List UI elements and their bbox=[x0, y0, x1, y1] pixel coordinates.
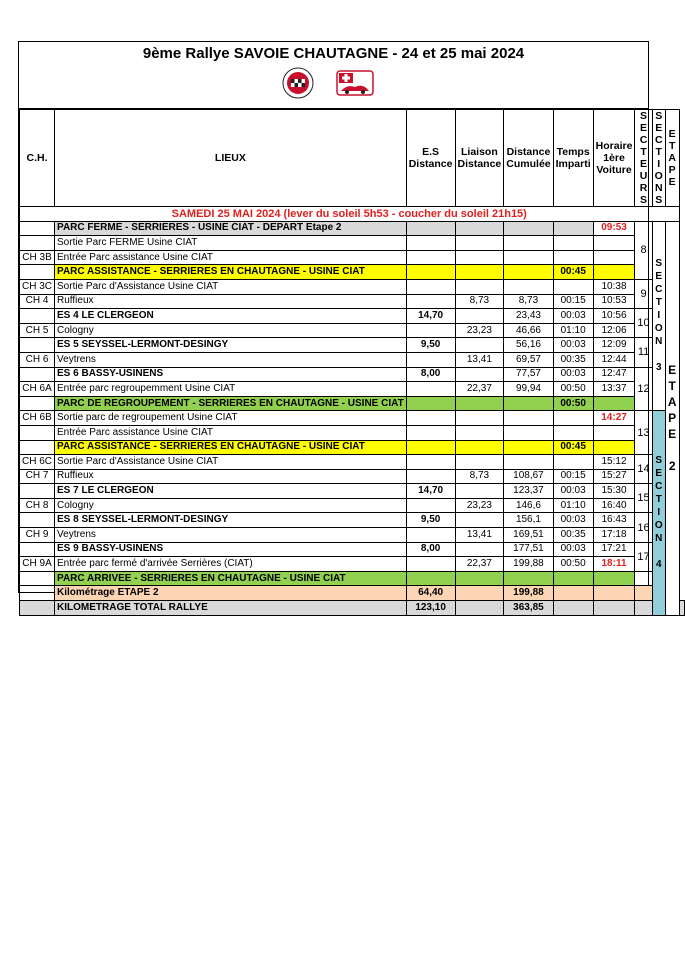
vertical-letter: C bbox=[655, 481, 663, 493]
table-row bbox=[20, 323, 685, 338]
liaison-cell bbox=[455, 221, 504, 236]
ch-cell bbox=[20, 396, 55, 411]
liaison-cell: 13,41 bbox=[455, 352, 504, 367]
ch-cell: CH 3C bbox=[20, 279, 55, 294]
liaison-cell: 8,73 bbox=[455, 469, 504, 484]
cumul-cell: 123,37 bbox=[504, 484, 553, 499]
es-distance-cell bbox=[406, 352, 455, 367]
rallye-total-es: 123,10 bbox=[406, 601, 455, 616]
ch-cell: CH 3B bbox=[20, 250, 55, 265]
horaire-cell: 15:30 bbox=[593, 484, 635, 499]
vertical-letter: O bbox=[654, 323, 663, 335]
liaison-cell: 8,73 bbox=[455, 294, 504, 309]
date-row bbox=[20, 207, 685, 222]
table-row bbox=[20, 294, 685, 309]
date-line: SAMEDI 25 MAI 2024 (lever du soleil 5h53 - coucher du soleil 21h15) bbox=[20, 207, 680, 222]
es-distance-cell bbox=[406, 221, 455, 236]
vertical-letter: 4 bbox=[655, 559, 662, 571]
lieu-cell: Cologny bbox=[55, 498, 407, 513]
table-row bbox=[20, 484, 685, 499]
lieu-cell: PARC FERME - SERRIERES - USINE CIAT - DEPART Etape 2 bbox=[55, 221, 407, 236]
es-distance-cell bbox=[406, 396, 455, 411]
temps-cell bbox=[553, 571, 593, 586]
vertical-letter: P bbox=[668, 411, 677, 426]
es-distance-cell bbox=[406, 411, 455, 426]
vertical-letter: E bbox=[640, 122, 648, 134]
horaire-cell bbox=[593, 425, 635, 440]
horaire-cell: 14:27 bbox=[593, 411, 635, 426]
liaison-cell bbox=[455, 440, 504, 455]
ch-cell bbox=[20, 571, 55, 586]
horaire-cell: 12:09 bbox=[593, 338, 635, 353]
horaire-cell bbox=[593, 571, 635, 586]
horaire-cell bbox=[593, 250, 635, 265]
es-distance-cell bbox=[406, 440, 455, 455]
empty-cell bbox=[455, 601, 504, 616]
vertical-letter: T bbox=[668, 140, 676, 152]
horaire-cell: 12:47 bbox=[593, 367, 635, 382]
ch-cell bbox=[20, 513, 55, 528]
liaison-cell bbox=[455, 250, 504, 265]
cumul-cell: 199,88 bbox=[504, 557, 553, 572]
etape-total-cumul: 199,88 bbox=[504, 586, 553, 601]
rallye-total-label: KILOMETRAGE TOTAL RALLYE bbox=[55, 601, 407, 616]
lieu-cell: Ruffieux bbox=[55, 469, 407, 484]
vertical-letter: I bbox=[657, 158, 661, 170]
horaire-cell bbox=[593, 396, 635, 411]
liaison-cell bbox=[455, 396, 504, 411]
es-distance-cell bbox=[406, 279, 455, 294]
cumul-cell bbox=[504, 425, 553, 440]
vertical-letter: 3 bbox=[655, 362, 662, 374]
liaison-cell bbox=[455, 309, 504, 324]
ch-cell: CH 6A bbox=[20, 382, 55, 397]
cumul-cell bbox=[504, 279, 553, 294]
cumul-cell bbox=[504, 221, 553, 236]
lieu-cell: ES 8 SEYSSEL-LERMONT-DESINGY bbox=[55, 513, 407, 528]
lieu-cell: ES 5 SEYSSEL-LERMONT-DESINGY bbox=[55, 338, 407, 353]
ch-cell bbox=[20, 367, 55, 382]
ch-cell bbox=[20, 221, 55, 236]
es-distance-cell: 9,50 bbox=[406, 513, 455, 528]
lieu-cell: ES 9 BASSY-USINENS bbox=[55, 542, 407, 557]
table-row bbox=[20, 557, 685, 572]
es-distance-cell bbox=[406, 236, 455, 251]
horaire-cell: 10:38 bbox=[593, 279, 635, 294]
ch-cell bbox=[20, 309, 55, 324]
cumul-cell: 108,67 bbox=[504, 469, 553, 484]
table-row bbox=[20, 571, 685, 586]
etape-cell bbox=[665, 221, 679, 615]
es-distance-cell bbox=[406, 294, 455, 309]
temps-cell bbox=[553, 411, 593, 426]
cumul-cell: 146,6 bbox=[504, 498, 553, 513]
temps-cell: 01:10 bbox=[553, 498, 593, 513]
temps-cell: 01:10 bbox=[553, 323, 593, 338]
secteur-cell: 17 bbox=[635, 542, 652, 571]
cumul-cell bbox=[504, 265, 553, 280]
lieu-cell: Sortie Parc d'Assistance Usine CIAT bbox=[55, 455, 407, 470]
lieu-cell: ES 6 BASSY-USINENS bbox=[55, 367, 407, 382]
liaison-cell bbox=[455, 265, 504, 280]
vertical-letter: I bbox=[657, 310, 661, 322]
temps-cell: 00:45 bbox=[553, 440, 593, 455]
temps-cell: 00:03 bbox=[553, 338, 593, 353]
es-distance-cell bbox=[406, 250, 455, 265]
liaison-cell: 22,37 bbox=[455, 557, 504, 572]
es-distance-cell bbox=[406, 557, 455, 572]
ch-cell bbox=[20, 236, 55, 251]
es-distance-cell bbox=[406, 571, 455, 586]
horaire-cell: 15:27 bbox=[593, 469, 635, 484]
liaison-cell: 23,23 bbox=[455, 323, 504, 338]
table-row bbox=[20, 309, 685, 324]
horaire-cell: 10:53 bbox=[593, 294, 635, 309]
ch-cell bbox=[20, 484, 55, 499]
horaire-cell: 12:06 bbox=[593, 323, 635, 338]
temps-cell: 00:03 bbox=[553, 309, 593, 324]
cumul-cell: 169,51 bbox=[504, 528, 553, 543]
cumul-cell bbox=[504, 396, 553, 411]
es-distance-cell bbox=[406, 265, 455, 280]
lieu-cell: Veytrens bbox=[55, 352, 407, 367]
lieu-cell: PARC ASSISTANCE - SERRIERES EN CHAUTAGNE - USINE CIAT bbox=[55, 265, 407, 280]
secteur-cell: 9 bbox=[635, 279, 652, 308]
lieu-cell: Entrée parc fermé d'arrivée Serrières (CIAT) bbox=[55, 557, 407, 572]
temps-cell: 00:03 bbox=[553, 367, 593, 382]
header-sections bbox=[652, 110, 665, 207]
es-distance-cell bbox=[406, 498, 455, 513]
etape-total-row bbox=[20, 586, 685, 601]
es-distance-cell bbox=[406, 469, 455, 484]
liaison-cell bbox=[455, 542, 504, 557]
es-distance-cell: 14,70 bbox=[406, 309, 455, 324]
ch-cell: CH 7 bbox=[20, 469, 55, 484]
page-title: 9ème Rallye SAVOIE CHAUTAGNE - 24 et 25 mai 2024 bbox=[142, 45, 525, 62]
liaison-cell bbox=[455, 367, 504, 382]
ch-cell: CH 6B bbox=[20, 411, 55, 426]
lieu-cell: Cologny bbox=[55, 323, 407, 338]
ch-cell bbox=[20, 265, 55, 280]
lieu-cell: PARC DE REGROUPEMENT - SERRIERES EN CHAUTAGNE - USINE CIAT bbox=[55, 396, 407, 411]
ch-cell: CH 9A bbox=[20, 557, 55, 572]
cumul-cell bbox=[504, 411, 553, 426]
cumul-cell bbox=[504, 250, 553, 265]
section-cell bbox=[652, 221, 665, 411]
empty-cell bbox=[593, 601, 635, 616]
vertical-letter: S bbox=[655, 455, 663, 467]
empty-cell bbox=[635, 601, 652, 616]
header-temps: Temps Imparti bbox=[553, 110, 593, 207]
cumul-cell: 77,57 bbox=[504, 367, 553, 382]
horaire-cell: 15:12 bbox=[593, 455, 635, 470]
vertical-letter: E bbox=[655, 468, 663, 480]
table-row bbox=[20, 279, 685, 294]
table-row bbox=[20, 513, 685, 528]
liaison-cell bbox=[455, 338, 504, 353]
cumul-cell bbox=[504, 236, 553, 251]
table-row bbox=[20, 382, 685, 397]
vertical-letter: E bbox=[668, 128, 676, 140]
secteur-cell: 11 bbox=[635, 338, 652, 367]
horaire-cell bbox=[593, 440, 635, 455]
vertical-letter: T bbox=[655, 297, 662, 309]
empty-cell bbox=[455, 586, 504, 601]
secteur-cell: 14 bbox=[635, 455, 652, 484]
liaison-cell bbox=[455, 455, 504, 470]
vertical-letter: C bbox=[655, 284, 663, 296]
vertical-letter: S bbox=[655, 194, 663, 206]
lieu-cell: Sortie Parc FERME Usine CIAT bbox=[55, 236, 407, 251]
horaire-cell: 13:37 bbox=[593, 382, 635, 397]
es-distance-cell: 9,50 bbox=[406, 338, 455, 353]
ch-cell: CH 6 bbox=[20, 352, 55, 367]
table-row bbox=[20, 236, 685, 251]
header-etape bbox=[665, 110, 679, 207]
es-distance-cell bbox=[406, 425, 455, 440]
header-row bbox=[20, 110, 685, 207]
table-row bbox=[20, 338, 685, 353]
lieu-cell: Sortie Parc d'Assistance Usine CIAT bbox=[55, 279, 407, 294]
vertical-letter: R bbox=[639, 182, 648, 194]
secteur-cell: 12 bbox=[635, 367, 652, 411]
vertical-letter: T bbox=[640, 146, 647, 158]
temps-cell: 00:35 bbox=[553, 528, 593, 543]
liaison-cell bbox=[455, 279, 504, 294]
vertical-letter: 2 bbox=[668, 459, 676, 474]
temps-cell bbox=[553, 221, 593, 236]
etape-total-es: 64,40 bbox=[406, 586, 455, 601]
vertical-letter: E bbox=[668, 427, 677, 442]
cumul-cell: 23,43 bbox=[504, 309, 553, 324]
temps-cell bbox=[553, 236, 593, 251]
header-liaison: Liaison Distance bbox=[455, 110, 504, 207]
vertical-letter: N bbox=[655, 336, 663, 348]
vertical-letter: P bbox=[668, 164, 676, 176]
temps-cell: 00:50 bbox=[553, 382, 593, 397]
temps-cell: 00:03 bbox=[553, 484, 593, 499]
temps-cell bbox=[553, 250, 593, 265]
temps-cell: 00:45 bbox=[553, 265, 593, 280]
table-row bbox=[20, 250, 685, 265]
horaire-cell: 09:53 bbox=[593, 221, 635, 236]
secteur-cell: 10 bbox=[635, 309, 652, 338]
cumul-cell bbox=[504, 571, 553, 586]
horaire-cell: 12:44 bbox=[593, 352, 635, 367]
etape-total-label: Kilométrage ETAPE 2 bbox=[55, 586, 407, 601]
secteur-cell: 16 bbox=[635, 513, 652, 542]
table-row bbox=[20, 265, 685, 280]
table-row bbox=[20, 367, 685, 382]
section-cell bbox=[652, 411, 665, 615]
ch-cell: CH 8 bbox=[20, 498, 55, 513]
ch-cell: CH 5 bbox=[20, 323, 55, 338]
table-row bbox=[20, 396, 685, 411]
es-distance-cell: 14,70 bbox=[406, 484, 455, 499]
temps-cell: 00:15 bbox=[553, 294, 593, 309]
empty-cell bbox=[635, 586, 652, 601]
liaison-cell bbox=[455, 411, 504, 426]
vertical-letter: E bbox=[668, 176, 676, 188]
lieu-cell: Entrée Parc assistance Usine CIAT bbox=[55, 425, 407, 440]
secteur-cell: 13 bbox=[635, 411, 652, 455]
table-row bbox=[20, 528, 685, 543]
header-ch: C.H. bbox=[20, 110, 55, 207]
vertical-letter: I bbox=[657, 507, 661, 519]
secteur-cell: 15 bbox=[635, 484, 652, 513]
header-secteurs bbox=[635, 110, 652, 207]
lieu-cell: Sortie parc de regroupement Usine CIAT bbox=[55, 411, 407, 426]
liaison-cell bbox=[455, 484, 504, 499]
vertical-letter: C bbox=[654, 134, 663, 146]
lieu-cell: Entrée parc regroupemment Usine CIAT bbox=[55, 382, 407, 397]
vertical-letter: O bbox=[654, 520, 663, 532]
cumul-cell: 99,94 bbox=[504, 382, 553, 397]
ch-cell bbox=[20, 601, 55, 616]
vertical-letter: A bbox=[668, 152, 676, 164]
temps-cell: 00:35 bbox=[553, 352, 593, 367]
lieu-cell: ES 4 LE CLERGEON bbox=[55, 309, 407, 324]
header-es-distance: E.S Distance bbox=[406, 110, 455, 207]
empty-cell bbox=[593, 586, 635, 601]
vertical-letter: T bbox=[655, 494, 662, 506]
vertical-letter bbox=[668, 442, 677, 458]
es-distance-cell: 8,00 bbox=[406, 542, 455, 557]
ch-cell bbox=[20, 338, 55, 353]
cumul-cell: 8,73 bbox=[504, 294, 553, 309]
lieu-cell: Ruffieux bbox=[55, 294, 407, 309]
rallye-logo-icon bbox=[282, 67, 314, 99]
header-lieux: LIEUX bbox=[55, 110, 407, 207]
vertical-letter: E bbox=[668, 363, 677, 378]
table-row bbox=[20, 425, 685, 440]
vertical-letter bbox=[655, 348, 663, 361]
table-row bbox=[20, 221, 685, 236]
cumul-cell: 156,1 bbox=[504, 513, 553, 528]
ch-cell: CH 4 bbox=[20, 294, 55, 309]
cumul-cell: 69,57 bbox=[504, 352, 553, 367]
vertical-letter: E bbox=[655, 122, 663, 134]
table-row bbox=[20, 440, 685, 455]
table-row bbox=[20, 455, 685, 470]
temps-cell: 00:15 bbox=[553, 469, 593, 484]
table-row bbox=[20, 542, 685, 557]
temps-cell: 00:03 bbox=[553, 542, 593, 557]
temps-cell: 00:50 bbox=[553, 557, 593, 572]
roadbook-sheet bbox=[18, 41, 677, 613]
cumul-cell bbox=[504, 455, 553, 470]
liaison-cell: 13,41 bbox=[455, 528, 504, 543]
cumul-cell: 56,16 bbox=[504, 338, 553, 353]
ch-cell bbox=[20, 425, 55, 440]
savoie-logo-icon bbox=[335, 67, 375, 99]
vertical-letter: S bbox=[640, 194, 648, 206]
lieu-cell: Veytrens bbox=[55, 528, 407, 543]
es-distance-cell bbox=[406, 528, 455, 543]
ch-cell: CH 9 bbox=[20, 528, 55, 543]
header-cumulee: Distance Cumulée bbox=[504, 110, 553, 207]
rallye-total-row bbox=[20, 601, 685, 616]
table-row bbox=[20, 352, 685, 367]
vertical-letter: C bbox=[639, 134, 648, 146]
vertical-letter: N bbox=[654, 182, 663, 194]
vertical-letter: S bbox=[655, 258, 663, 270]
cumul-cell bbox=[504, 440, 553, 455]
liaison-cell bbox=[455, 513, 504, 528]
ch-cell bbox=[20, 586, 55, 601]
rallye-total-cumul: 363,85 bbox=[504, 601, 553, 616]
ch-cell bbox=[20, 440, 55, 455]
cumul-cell: 177,51 bbox=[504, 542, 553, 557]
table-row bbox=[20, 411, 685, 426]
es-distance-cell bbox=[406, 455, 455, 470]
ch-cell bbox=[20, 542, 55, 557]
temps-cell bbox=[553, 455, 593, 470]
vertical-letter: E bbox=[640, 158, 648, 170]
vertical-letter bbox=[655, 545, 663, 558]
lieu-cell: PARC ARRIVEE - SERRIERES EN CHAUTAGNE - USINE CIAT bbox=[55, 571, 407, 586]
vertical-letter: T bbox=[655, 146, 662, 158]
table-row bbox=[20, 469, 685, 484]
itinerary-table bbox=[19, 109, 685, 616]
ch-cell: CH 6C bbox=[20, 455, 55, 470]
empty-cell bbox=[553, 586, 593, 601]
es-distance-cell bbox=[406, 382, 455, 397]
vertical-letter: T bbox=[668, 379, 676, 394]
vertical-letter: N bbox=[655, 533, 663, 545]
horaire-cell: 18:11 bbox=[593, 557, 635, 572]
horaire-cell: 17:21 bbox=[593, 542, 635, 557]
horaire-cell: 16:43 bbox=[593, 513, 635, 528]
lieu-cell: PARC ASSISTANCE - SERRIERES EN CHAUTAGNE - USINE CIAT bbox=[55, 440, 407, 455]
es-distance-cell bbox=[406, 323, 455, 338]
lieu-cell: ES 7 LE CLERGEON bbox=[55, 484, 407, 499]
liaison-cell bbox=[455, 571, 504, 586]
empty-cell bbox=[553, 601, 593, 616]
horaire-cell: 10:56 bbox=[593, 309, 635, 324]
temps-cell: 00:50 bbox=[553, 396, 593, 411]
temps-cell: 00:03 bbox=[553, 513, 593, 528]
vertical-letter: A bbox=[667, 395, 677, 410]
liaison-cell bbox=[455, 425, 504, 440]
liaison-cell: 23,23 bbox=[455, 498, 504, 513]
vertical-letter: O bbox=[654, 170, 663, 182]
horaire-cell bbox=[593, 265, 635, 280]
horaire-cell: 16:40 bbox=[593, 498, 635, 513]
vertical-letter: S bbox=[655, 110, 663, 122]
secteur-cell: 8 bbox=[635, 221, 652, 279]
vertical-letter: U bbox=[639, 170, 648, 182]
horaire-cell bbox=[593, 236, 635, 251]
es-distance-cell: 8,00 bbox=[406, 367, 455, 382]
empty-cell bbox=[679, 601, 684, 616]
temps-cell bbox=[553, 425, 593, 440]
liaison-cell: 22,37 bbox=[455, 382, 504, 397]
liaison-cell bbox=[455, 236, 504, 251]
cumul-cell: 46,66 bbox=[504, 323, 553, 338]
table-row bbox=[20, 498, 685, 513]
header-horaire: Horaire 1ère Voiture bbox=[593, 110, 635, 207]
lieu-cell: Entrée Parc assistance Usine CIAT bbox=[55, 250, 407, 265]
temps-cell bbox=[553, 279, 593, 294]
vertical-letter: E bbox=[655, 271, 663, 283]
horaire-cell: 17:18 bbox=[593, 528, 635, 543]
vertical-letter: S bbox=[640, 110, 648, 122]
